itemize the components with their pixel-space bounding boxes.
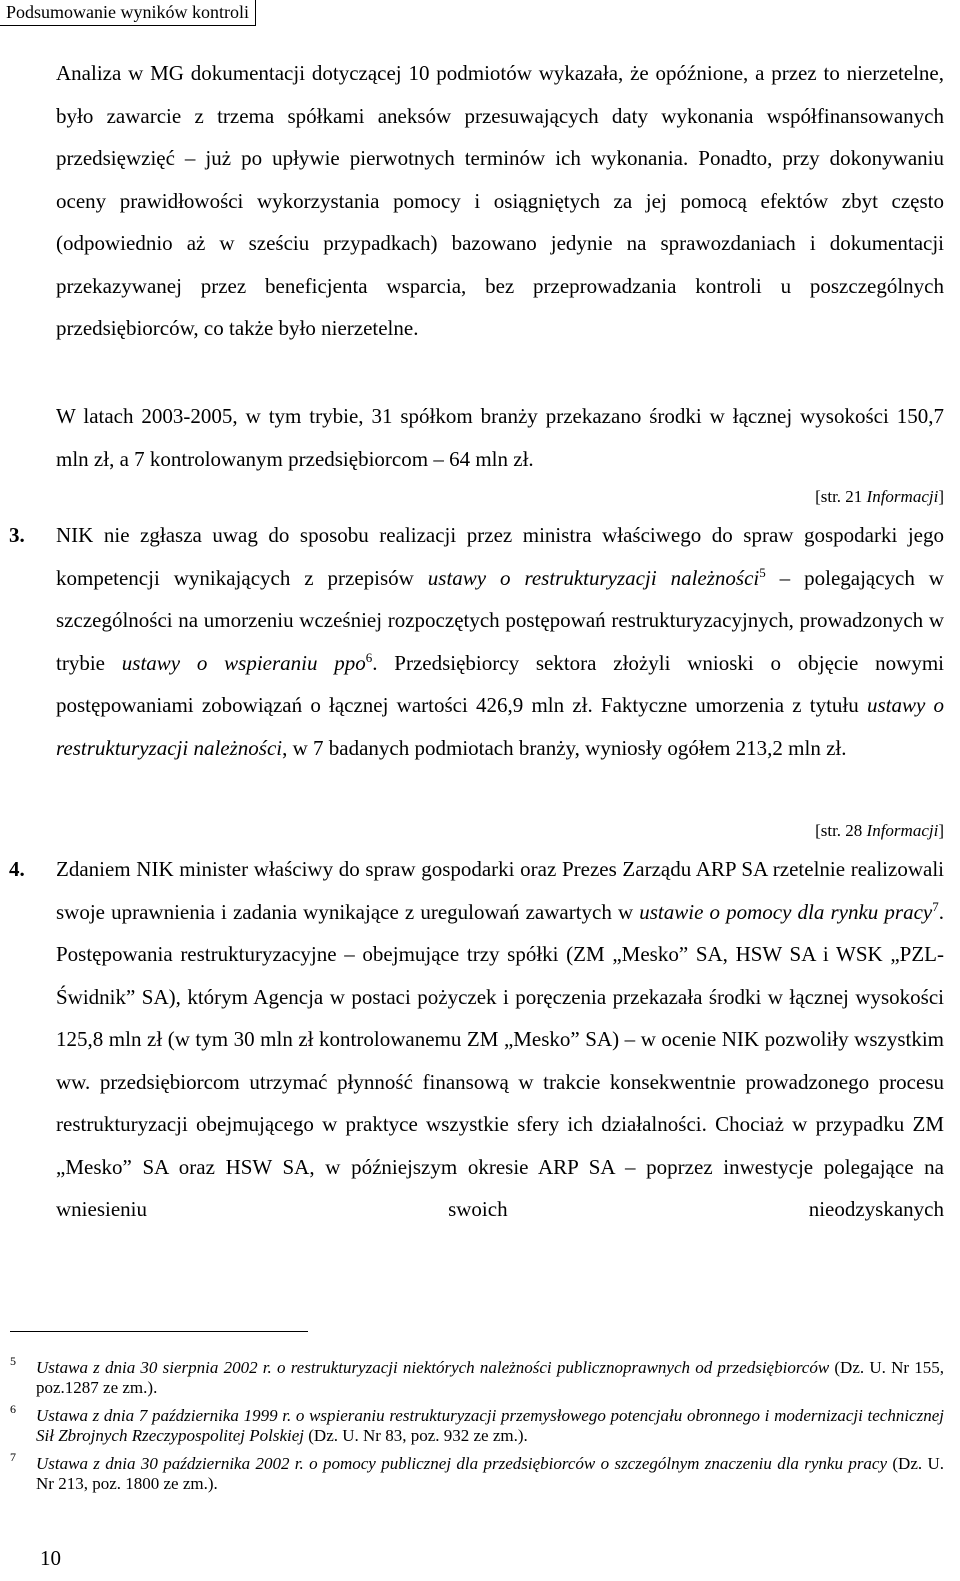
footnote-number-5: 5 [10,1354,16,1368]
footnote-number-6: 6 [10,1402,16,1416]
item-4-text: Zdaniem NIK minister właściwy do spraw gospodarki oraz Prezes Zarządu ARP SA rzetelnie realizowali swoje uprawnienia i zadania wynikające z uregulowań zawartych w ustawie o pomocy dla rynku pracy$^7$. Postępowania restrukturyzacyjne – obejmujące trzy spółki (ZM „Mesko” SA, HSW SA i WSK „PZL-Świdnik” SA), którym Agencja w postaci pożyczek i poręczenia przekazała środki w łącznej wysokości 125,8 mln zł (w tym 30 mln zł kontrolowanemu ZM „Mesko” SA) – w ocenie NIK pozwoliły wszystkim ww. przedsiębiorcom utrzymać płynność finansową w trakcie konsekwentnie prowadzonego procesu restrukturyzacji obejmującego w praktyce wszystkie sfery ich działalności. Chociaż w przypadku ZM „Mesko” SA oraz HSW SA, w późniejszym okresie ARP SA – poprzez inwestycje polegające na wniesieniu swoich nieodzyskanych [56,857,944,1221]
item-number-3: 3. [9,523,25,547]
page-number: 10 [40,1546,61,1570]
paragraph-funding: W latach 2003-2005, w tym trybie, 31 spółkom branży przekazano środki w łącznej wysokości 150,7 mln zł, a 7 kontrolowanym przedsiębiorcom – 64 mln zł. [56,404,944,471]
item-number-4: 4. [9,857,25,881]
footnote-6: Ustawa z dnia 7 października 1999 r. o wspieraniu restrukturyzacji przemysłowego potencjału obronnego i modernizacji technicznej Sił Zbrojnych Rzeczypospolitej Polskiej (Dz. U. Nr 83, poz. 932 ze zm.). [36,1406,944,1445]
footnote-number-7: 7 [10,1450,16,1464]
reference-str-21: [str. 21 Informacji] [815,487,944,506]
footnote-5: Ustawa z dnia 30 sierpnia 2002 r. o restrukturyzacji niektórych należności publicznoprawnych od przedsiębiorców (Dz. U. Nr 155, poz.1287 ze zm.). [36,1358,944,1397]
item-3-text: NIK nie zgłasza uwag do sposobu realizacji przez ministra właściwego do spraw gospodarki jego kompetencji wynikających z przepisów ustawy o restrukturyzacji należności$^5$ – polegających w szczególności na umorzeniu wcześniej rozpoczętych postępowań restrukturyzacyjnych, prowadzonych w trybie ustawy o wspieraniu ppo$^6$. Przedsiębiorcy sektora złożyli wnioski o objęcie nowymi postępowaniami zobowiązań o łącznej wartości 426,9 mln zł. Faktyczne umorzenia z tytułu ustawy o restrukturyzacji należności, w 7 badanych podmiotach branży, wyniosły ogółem 213,2 mln zł. [56,523,944,760]
paragraph-analysis: Analiza w MG dokumentacji dotyczącej 10 podmiotów wykazała, że opóźnione, a przez to nierzetelne, było zawarcie z trzema spółkami aneksów przesuwających daty wykonania współfinansowanych przedsięwzięć – już po upływie pierwotnych terminów ich wykonania. Ponadto, przy dokonywaniu oceny prawidłowości wykorzystania pomocy i osiągniętych za jej pomocą efektów zbyt często (odpowiednio aż w sześciu przypadkach) bazowano jedynie na sprawozdaniach i dokumentacji przekazywanej przez beneficjenta wsparcia, bez przeprowadzania kontroli u poszczególnych przedsiębiorców, co także było nierzetelne. [56,61,944,340]
footnote-7: Ustawa z dnia 30 października 2002 r. o pomocy publicznej dla przedsiębiorców o szczególnym znaczeniu dla rynku pracy (Dz. U. Nr 213, poz. 1800 ze zm.). [36,1454,944,1493]
footnote-separator [10,1331,308,1332]
reference-str-28: [str. 28 Informacji] [815,821,944,840]
running-header: Podsumowanie wyników kontroli [0,0,256,26]
